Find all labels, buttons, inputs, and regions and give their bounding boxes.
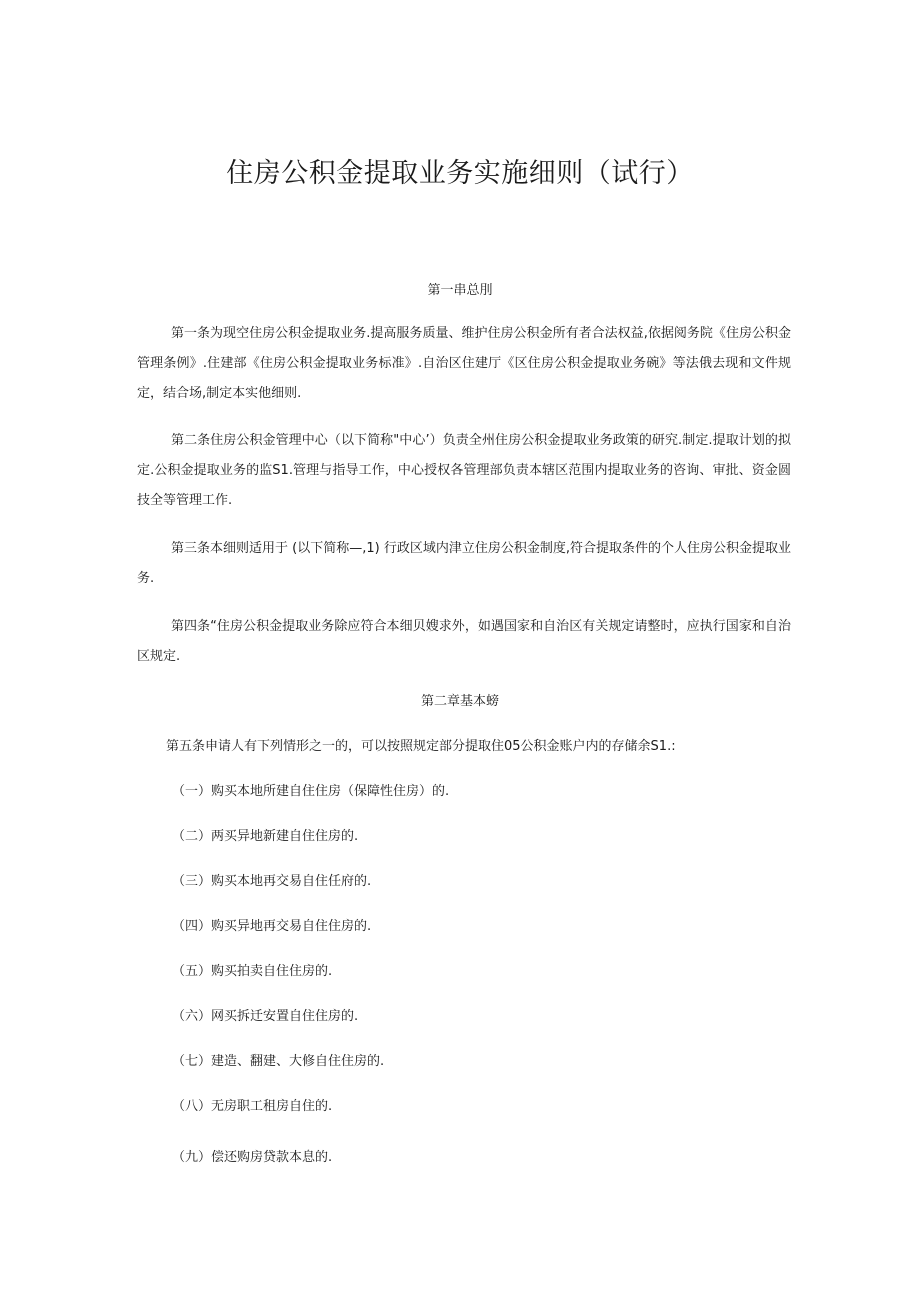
article-4: 第四条“住房公积金提取业务除应符合本细贝嫂求外，如遇国家和自治区有关规定请整时，应执行国家和自治区规定. [137, 619, 791, 664]
list-item-8: （八）无房职工租房自住的. [172, 1099, 333, 1114]
list-item-5: （五）购买拍卖自住住房的. [172, 964, 333, 979]
article-3: 第三条本细则适用于 (以下简称—,1) 行政区域内津立住房公积金制度,符合提取条件的个人住房公积金提取业务. [137, 541, 791, 586]
list-item-2: （二）两买异地新建自住住房的. [172, 829, 359, 844]
list-item-3: （三）购买本地再交易自住任府的. [172, 874, 372, 889]
document-title: 住房公积金提取业务实施细则（试行） [226, 158, 694, 189]
article-2: 第二条住房公积金管理中心（以下简称"中心’）负责全州住房公积金提取业务政策的研究.制定.提取计划的拟定.公积金提取业务的监S1.管理与指导工作，中心授权各管理部负责本辖区范围内提取业务的咨询、审批、资金圆技全等管理工作. [137, 433, 791, 508]
list-item-9: （九）偿还购房贷款本息的. [172, 1150, 333, 1165]
list-item-6: （六）网买拆迁安置自住住房的. [172, 1009, 359, 1024]
article-5-intro: 第五条申请人有下列情形之一的，可以按照规定部分提取住05公积金账户内的存储余S1.: [166, 739, 676, 754]
chapter-2-heading: 第二章基本螃 [420, 694, 499, 709]
chapter-1-heading: 第一串总刖 [427, 283, 493, 298]
list-item-4: （四）购买异地再交易自住住房的. [172, 919, 372, 934]
list-item-7: （七）建造、翻建、大修自住住房的. [172, 1054, 385, 1069]
article-1: 第一条为现空住房公积金提取业务.提高服务质量、维护住房公积金所有者合法权益,依据阅务院《住房公积金管理条例》.住建部《住房公积金提取业务标准》.自治区住建厅《区住房公积金提取业务碗》等法俄去现和文件规定，结合场,制定本实他细则. [137, 326, 791, 401]
list-item-1: （一）购买本地所建自住住房（保障性住房）的. [172, 784, 450, 799]
